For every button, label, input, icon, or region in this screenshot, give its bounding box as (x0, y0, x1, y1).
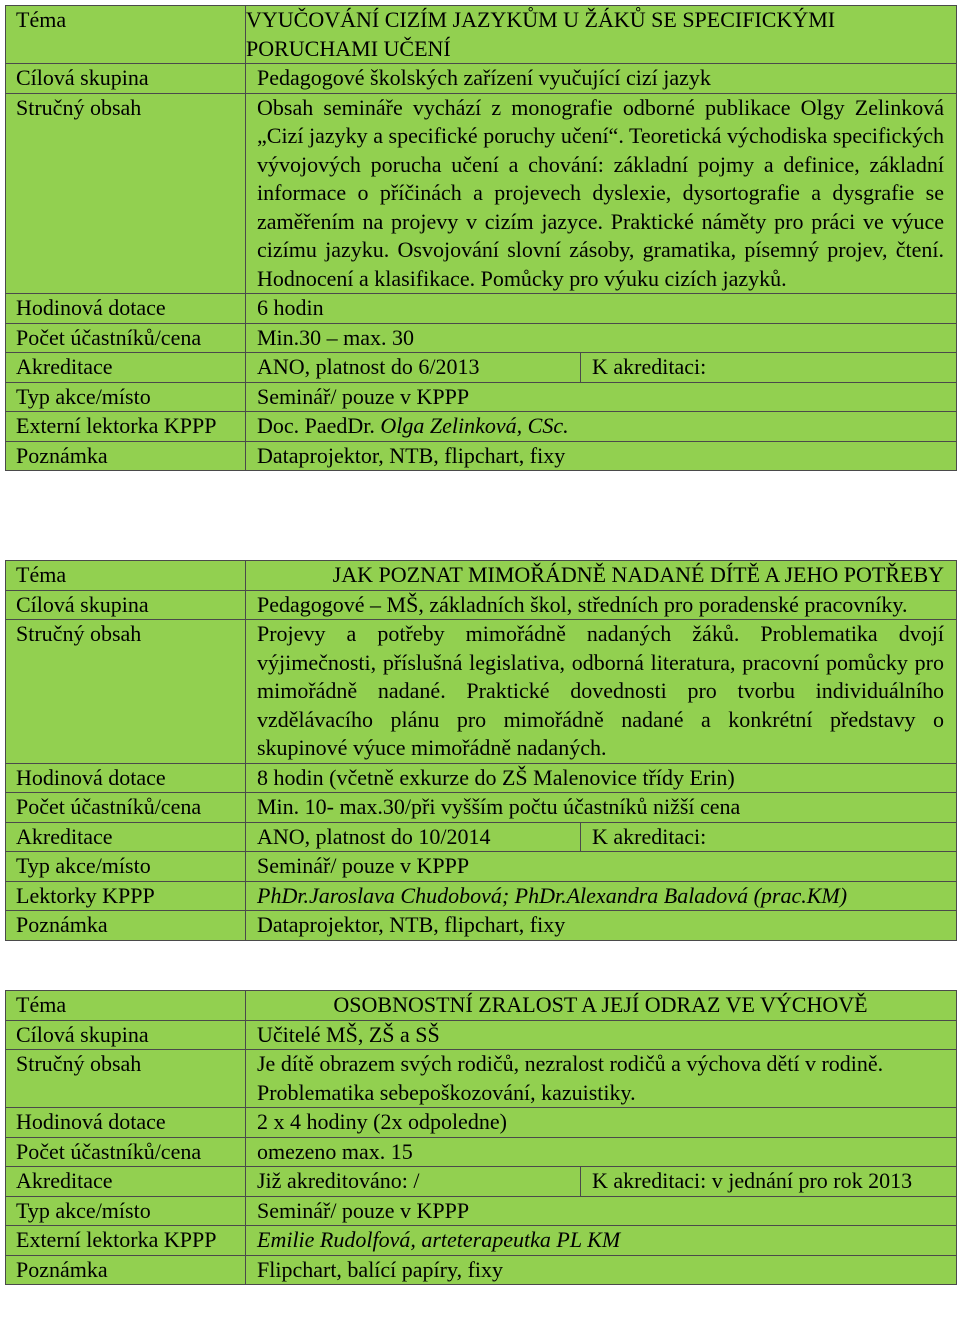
pocet-value: Min.30 – max. 30 (246, 323, 957, 353)
row-obsah (6, 93, 957, 294)
akreditace-label: Akreditace (6, 353, 246, 383)
row-obsah (6, 620, 957, 764)
seminar-card-1 (5, 5, 957, 471)
tema-label: Téma (6, 561, 246, 591)
cilova-label: Cílová skupina (6, 590, 246, 620)
dotace-label: Hodinová dotace (6, 763, 246, 793)
typ-value: Seminář/ pouze v KPPP (246, 382, 957, 412)
row-dotace (6, 294, 957, 324)
seminar-card-2 (5, 560, 957, 941)
poznamka-value: Flipchart, balící papíry, fixy (246, 1255, 957, 1285)
poznamka-label: Poznámka (6, 911, 246, 941)
k-akreditaci-value: K akreditaci: (581, 353, 957, 383)
k-akreditaci-value: K akreditaci: (581, 822, 957, 852)
typ-value: Seminář/ pouze v KPPP (246, 1196, 957, 1226)
tema-value: VYUČOVÁNÍ CIZÍM JAZYKŮM U ŽÁKŮ SE SPECIFICKÝMI PORUCHAMI UČENÍ (246, 6, 957, 64)
lektor-label: Lektorky KPPP (6, 881, 246, 911)
cilova-label: Cílová skupina (6, 1020, 246, 1050)
typ-value: Seminář/ pouze v KPPP (246, 852, 957, 882)
seminar-card-3 (5, 990, 957, 1285)
row-lektor (6, 881, 957, 911)
row-tema (6, 561, 957, 591)
tema-value: OSOBNOSTNÍ ZRALOST A JEJÍ ODRAZ VE VÝCHOVĚ (246, 991, 957, 1021)
row-poznamka (6, 1255, 957, 1285)
pocet-label: Počet účastníků/cena (6, 323, 246, 353)
obsah-value: Projevy a potřeby mimořádně nadaných žáků. Problematika dvojí výjimečnosti, příslušná legislativa, odborná literatura, pracovní pomůcky pro mimořádně nadané. Praktické dovednosti pro tvorbu individuálního vzdělávacího plánu pro mimořádně nadané a konkrétní představy o skupinové výuce mimořádně nadaných. (246, 620, 957, 764)
obsah-label: Stručný obsah (6, 93, 246, 294)
obsah-label: Stručný obsah (6, 1050, 246, 1108)
dotace-value: 2 x 4 hodiny (2x odpoledne) (246, 1108, 957, 1138)
lektor-title: Doc. PaedDr. (257, 413, 381, 438)
obsah-label: Stručný obsah (6, 620, 246, 764)
obsah-value: Obsah semináře vychází z monografie odborné publikace Olgy Zelinková „Cizí jazyky a specifické poruchy učení“. Teoretická východiska specifických vývojových porucha učení a chování: základní pojmy a definice, základní informace o příčinách a projevech dyslexie, dysortografie a dysgrafie se zaměřením na projevy v cizím jazyce. Praktické náměty pro práci ve výuce cizímu jazyku. Osvojování slovní zásoby, gramatika, písemný projev, čtení. Hodnocení a klasifikace. Pomůcky pro výuku cizích jazyků. (246, 93, 957, 294)
lektor-value: Emilie Rudolfová, arteterapeutka PL KM (246, 1226, 957, 1256)
lektor-label: Externí lektorka KPPP (6, 1226, 246, 1256)
akreditace-label: Akreditace (6, 1167, 246, 1197)
row-cilova (6, 64, 957, 94)
row-akreditace (6, 822, 957, 852)
typ-label: Typ akce/místo (6, 1196, 246, 1226)
row-cilova (6, 1020, 957, 1050)
poznamka-value: Dataprojektor, NTB, flipchart, fixy (246, 911, 957, 941)
row-cilova (6, 590, 957, 620)
akreditace-value: Již akreditováno: / (246, 1167, 581, 1197)
tema-label: Téma (6, 6, 246, 64)
typ-label: Typ akce/místo (6, 382, 246, 412)
cilova-value: Pedagogové školských zařízení vyučující cizí jazyk (246, 64, 957, 94)
dotace-value: 8 hodin (včetně exkurze do ZŠ Malenovice třídy Erin) (246, 763, 957, 793)
cilova-value: Pedagogové – MŠ, základních škol, středních pro poradenské pracovníky. (246, 590, 957, 620)
dotace-label: Hodinová dotace (6, 294, 246, 324)
lektor-value (246, 412, 957, 442)
row-typ (6, 1196, 957, 1226)
pocet-value: omezeno max. 15 (246, 1137, 957, 1167)
row-lektor (6, 412, 957, 442)
row-akreditace (6, 1167, 957, 1197)
lektor-label: Externí lektorka KPPP (6, 412, 246, 442)
row-obsah (6, 1050, 957, 1108)
row-typ (6, 382, 957, 412)
row-poznamka (6, 911, 957, 941)
akreditace-label: Akreditace (6, 822, 246, 852)
row-pocet (6, 1137, 957, 1167)
poznamka-label: Poznámka (6, 1255, 246, 1285)
row-tema (6, 991, 957, 1021)
poznamka-value: Dataprojektor, NTB, flipchart, fixy (246, 441, 957, 471)
row-dotace (6, 763, 957, 793)
lektor-value: PhDr.Jaroslava Chudobová; PhDr.Alexandra Baladová (prac.KM) (246, 881, 957, 911)
row-dotace (6, 1108, 957, 1138)
row-tema (6, 6, 957, 64)
obsah-value: Je dítě obrazem svých rodičů, nezralost rodičů a výchova dětí v rodině. Problematika sebepoškozování, kazuistiky. (246, 1050, 957, 1108)
typ-label: Typ akce/místo (6, 852, 246, 882)
pocet-label: Počet účastníků/cena (6, 1137, 246, 1167)
row-lektor (6, 1226, 957, 1256)
row-akreditace (6, 353, 957, 383)
poznamka-label: Poznámka (6, 441, 246, 471)
row-typ (6, 852, 957, 882)
pocet-value: Min. 10- max.30/při vyšším počtu účastníků nižší cena (246, 793, 957, 823)
tema-label: Téma (6, 991, 246, 1021)
tema-value: JAK POZNAT MIMOŘÁDNĚ NADANÉ DÍTĚ A JEHO POTŘEBY (246, 561, 957, 591)
dotace-label: Hodinová dotace (6, 1108, 246, 1138)
cilova-value: Učitelé MŠ, ZŠ a SŠ (246, 1020, 957, 1050)
pocet-label: Počet účastníků/cena (6, 793, 246, 823)
lektor-name: Olga Zelinková, CSc. (380, 413, 569, 438)
akreditace-value: ANO, platnost do 6/2013 (246, 353, 581, 383)
cilova-label: Cílová skupina (6, 64, 246, 94)
k-akreditaci-value: K akreditaci: v jednání pro rok 2013 (581, 1167, 957, 1197)
row-poznamka (6, 441, 957, 471)
akreditace-value: ANO, platnost do 10/2014 (246, 822, 581, 852)
row-pocet (6, 793, 957, 823)
dotace-value: 6 hodin (246, 294, 957, 324)
row-pocet (6, 323, 957, 353)
